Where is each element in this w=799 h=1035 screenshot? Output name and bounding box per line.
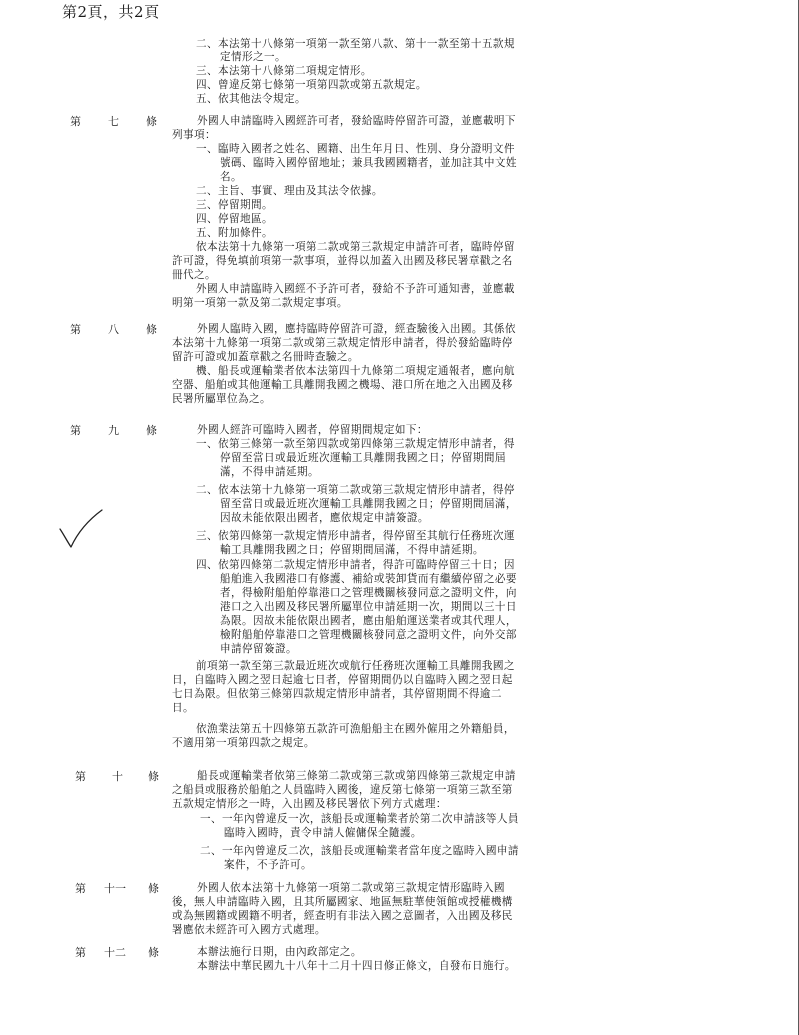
article-10-line: 案件，不予許可。 bbox=[224, 859, 312, 871]
article-7-line: 許可證，得免填前項第一款事項，並得以加蓋入出國及移民署章戳之名 bbox=[172, 255, 513, 267]
article-8-line: 外國人臨時入國，應持臨時停留許可證，經查驗後入出國。其係依 bbox=[197, 323, 516, 335]
article-12-line: 本辦法施行日期，由內政部定之。 bbox=[197, 946, 362, 958]
article-11-line: 外國人依本法第十九條第一項第二款或第三款規定情形臨時入國 bbox=[197, 882, 505, 894]
article-9-line: 依漁業法第五十四條第五款許可漁船船主在國外僱用之外籍船員， bbox=[196, 723, 515, 735]
article-10-line: 臨時入國時，責令申請人僱傭保全隨護。 bbox=[224, 827, 422, 839]
article-9-line: 滿，不得申請延期。 bbox=[220, 466, 319, 478]
article-9-label-1: 第 bbox=[70, 424, 81, 437]
article-12-label-2: 十二 bbox=[104, 946, 126, 959]
article-9-line: 停留至當日或最近班次運輸工具離開我國之日；停留期間屆 bbox=[220, 452, 506, 464]
article-9-line: 輸工具離開我國之日；停留期間屆滿，不得申請延期。 bbox=[220, 544, 484, 556]
article-7-line: 四、停留地區。 bbox=[196, 213, 273, 225]
article-9-line: 七日為限。但依第三條第四款規定情形申請者，其停留期間不得逾二 bbox=[172, 688, 502, 700]
article-9-line: 日。 bbox=[172, 702, 194, 714]
article-8-line: 民署所屬單位為之。 bbox=[172, 393, 271, 405]
article-8-label-2: 八 bbox=[108, 323, 119, 336]
article-9-line: 日，自臨時入國之翌日起逾七日者，停留期間仍以自臨時入國之翌日起 bbox=[172, 674, 513, 686]
cont-item-4: 四、曾違反第七條第一項第四款或第五款規定。 bbox=[196, 79, 427, 91]
article-7-line: 一、臨時入國者之姓名、國籍、出生年月日、性別、身分證明文件 bbox=[196, 143, 515, 155]
article-11-label-2: 十一 bbox=[104, 882, 126, 895]
cont-item-2: 二、本法第十八條第一項第一款至第八款、第十一款至第十五款規 bbox=[196, 38, 515, 50]
article-7-label-2: 七 bbox=[108, 115, 119, 128]
article-7-line: 外國人申請臨時入國經不予許可者，發給不予許可通知書，並應載 bbox=[196, 283, 515, 295]
article-9-line: 前項第一款至第三款最近班次或航行任務班次運輸工具離開我國之 bbox=[196, 660, 515, 672]
article-9-line: 者，得檢附船舶停靠港口之管理機關核發同意之證明文件，向 bbox=[220, 587, 517, 599]
article-9-line: 三、依第四條第一款規定情形申請者，得停留至其航行任務班次運 bbox=[196, 530, 515, 542]
article-7-line: 二、主旨、事實、理由及其法令依據。 bbox=[196, 185, 383, 197]
cont-item-2b: 定情形之一。 bbox=[220, 51, 286, 63]
article-11-line: 後，無人申請臨時入國，且其所屬國家、地區無駐華使領館或授權機構 bbox=[172, 896, 513, 908]
article-7-label-3: 條 bbox=[146, 115, 157, 128]
article-9-line: 因故未能依限出國者，應依規定申請簽證。 bbox=[220, 512, 429, 524]
article-9-line: 外國人經許可臨時入國者，停留期間規定如下： bbox=[197, 424, 428, 436]
article-10-line: 船長或運輸業者依第三條第二款或第三款或第四條第三款規定申請 bbox=[197, 770, 516, 782]
cont-item-3: 三、本法第十八條第二項規定情形。 bbox=[196, 65, 372, 77]
article-9-line: 船舶進入我國港口有修護、補給或裝卸貨而有繼續停留之必要 bbox=[220, 573, 517, 585]
article-8-line: 空器、船舶或其他運輸工具離開我國之機場、港口所在地之入出國及移 bbox=[172, 379, 513, 391]
article-7-line: 外國人申請臨時入國經許可者，發給臨時停留許可證，並應載明下 bbox=[197, 115, 516, 127]
article-11-line: 或為無國籍或國籍不明者，經查明有非法入國之意圖者，入出國及移民 bbox=[172, 910, 513, 922]
article-7-line: 依本法第十九條第一項第二款或第三款規定申請許可者，臨時停留 bbox=[196, 241, 515, 253]
article-10-label-1: 第 bbox=[75, 770, 86, 783]
article-9-line: 申請停留簽證。 bbox=[220, 643, 297, 655]
article-12-line: 本辦法中華民國九十八年十二月十四日修正條文，自發布日施行。 bbox=[197, 960, 516, 972]
article-12-label-1: 第 bbox=[75, 946, 86, 959]
article-7-line: 列事項： bbox=[172, 129, 216, 141]
article-8-line: 留許可證或加蓋章戳之名冊時查驗之。 bbox=[172, 351, 359, 363]
article-8-line: 機、船長或運輸業者依本法第四十九條第二項規定通報者，應向航 bbox=[196, 365, 515, 377]
article-10-line: 五款規定情形之一時，入出國及移民署依下列方式處理： bbox=[172, 798, 447, 810]
article-7-line: 冊代之。 bbox=[172, 269, 216, 281]
article-8-label-1: 第 bbox=[70, 323, 81, 336]
article-7-label-1: 第 bbox=[70, 115, 81, 128]
article-8-label-3: 條 bbox=[146, 323, 157, 336]
article-9-label-3: 條 bbox=[146, 424, 157, 437]
article-10-line: 之船員或服務於船舶之人員臨時入國後，違反第七條第一項第三款至第 bbox=[172, 784, 513, 796]
article-7-line: 名。 bbox=[220, 171, 242, 183]
article-10-line: 一、一年內曾違反一次，該船長或運輸業者於第二次申請該等人員 bbox=[200, 813, 519, 825]
article-7-line: 號碼、臨時入國停留地址；兼具我國國籍者，並加註其中文姓 bbox=[220, 157, 517, 169]
article-11-line: 署應依未經許可入國方式處理。 bbox=[172, 924, 326, 936]
article-9-line: 一、依第三條第一款至第四款或第四條第三款規定情形申請者，得 bbox=[196, 438, 515, 450]
page-indicator: 第2頁，共2頁 bbox=[62, 3, 160, 21]
article-8-line: 本法第十九條第一項第二款或第三款規定情形申請者，得於發給臨時停 bbox=[172, 337, 513, 349]
article-7-line: 五、附加條件。 bbox=[196, 227, 273, 239]
article-9-line: 不適用第一項第四款之規定。 bbox=[172, 737, 315, 749]
article-9-line: 港口之入出國及移民署所屬單位申請延期一次，期間以三十日 bbox=[220, 601, 517, 613]
article-9-line: 二、依本法第十九條第一項第二款或第三款規定情形申請者，得停 bbox=[196, 484, 515, 496]
article-10-line: 二、一年內曾違反二次，該船長或運輸業者當年度之臨時入國申請 bbox=[200, 845, 519, 857]
cont-item-5: 五、依其他法令規定。 bbox=[196, 93, 306, 105]
handwritten-checkmark-icon bbox=[57, 508, 105, 550]
article-10-label-3: 條 bbox=[148, 770, 159, 783]
article-9-line: 為限。因故未能依限出國者，應由船舶運送業者或其代理人， bbox=[220, 615, 517, 627]
article-9-line: 檢附船舶停靠港口之管理機關核發同意之證明文件，向外交部 bbox=[220, 629, 517, 641]
article-11-label-1: 第 bbox=[75, 882, 86, 895]
article-9-label-2: 九 bbox=[108, 424, 119, 437]
article-7-line: 三、停留期間。 bbox=[196, 199, 273, 211]
article-9-line: 留至當日或最近班次運輸工具離開我國之日；停留期間屆滿， bbox=[220, 498, 517, 510]
article-12-label-3: 條 bbox=[148, 946, 159, 959]
article-11-label-3: 條 bbox=[148, 882, 159, 895]
article-7-line: 明第一項第一款及第二款規定事項。 bbox=[172, 297, 348, 309]
article-9-line: 四、依第四條第二款規定情形申請者，得許可臨時停留三十日；因 bbox=[196, 559, 515, 571]
article-10-label-2: 十 bbox=[112, 770, 123, 783]
